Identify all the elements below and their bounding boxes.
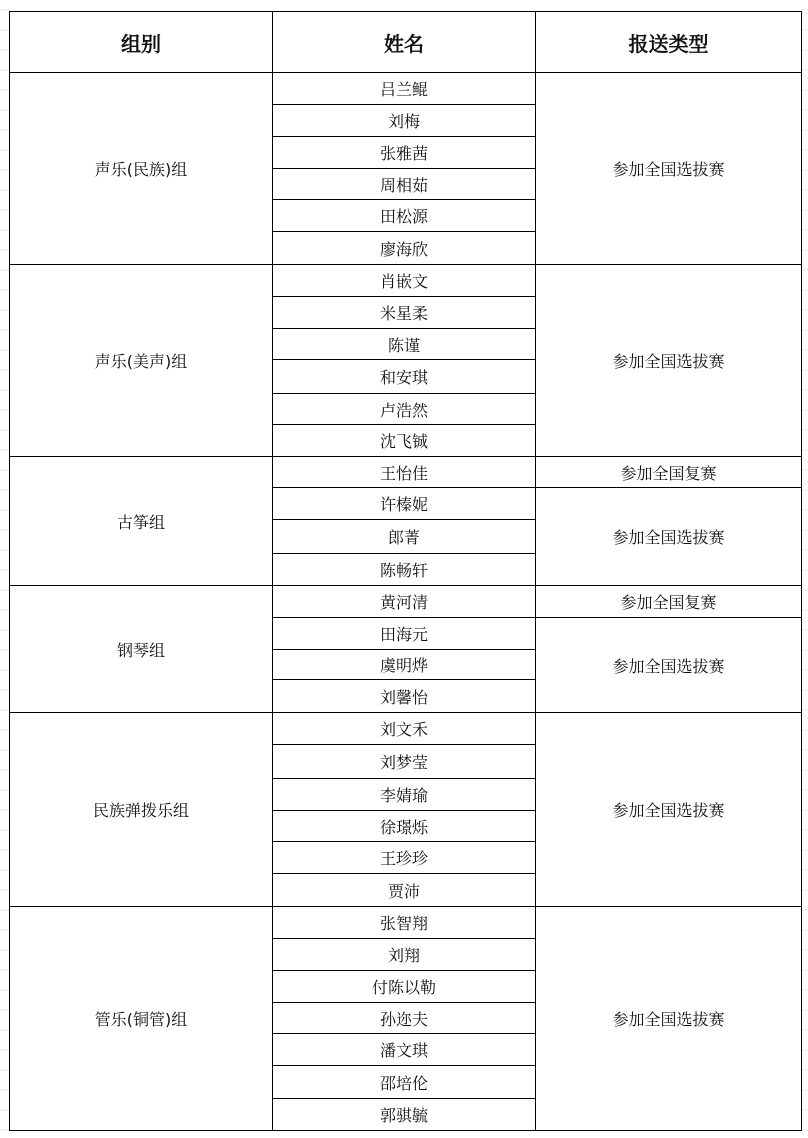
member-name-cell: 刘馨怡 (273, 680, 536, 713)
group-cell: 声乐(美声)组 (10, 265, 273, 457)
member-name-cell: 陈畅轩 (273, 554, 536, 586)
member-name-cell: 刘梦莹 (273, 745, 536, 779)
member-name-cell: 贾沛 (273, 874, 536, 907)
header-row (10, 12, 802, 73)
report-type-cell: 参加全国选拔赛 (536, 907, 802, 1131)
member-name-cell: 吕兰鲲 (273, 73, 536, 105)
table-row (10, 907, 802, 939)
member-name-cell: 王怡佳 (273, 457, 536, 488)
report-type-cell: 参加全国选拔赛 (536, 73, 802, 265)
member-name-cell: 李婧瑜 (273, 779, 536, 811)
group-cell: 声乐(民族)组 (10, 73, 273, 265)
table-row (10, 713, 802, 745)
header-report-type: 报送类型 (536, 12, 802, 73)
member-name-cell: 许榛妮 (273, 488, 536, 520)
member-name-cell: 郭骐毓 (273, 1099, 536, 1131)
member-name-cell: 田海元 (273, 618, 536, 650)
member-name-cell: 肖嵌文 (273, 265, 536, 297)
member-name-cell: 郎菁 (273, 520, 536, 554)
member-name-cell: 付陈以勒 (273, 971, 536, 1003)
member-name-cell: 黄河清 (273, 586, 536, 618)
report-type-cell: 参加全国选拔赛 (536, 618, 802, 713)
group-cell: 钢琴组 (10, 586, 273, 713)
table-row (10, 73, 802, 105)
member-name-cell: 刘翔 (273, 939, 536, 971)
table-row (10, 265, 802, 297)
roster-table (9, 11, 802, 1131)
member-name-cell: 卢浩然 (273, 394, 536, 425)
member-name-cell: 王珍珍 (273, 842, 536, 874)
group-cell: 古筝组 (10, 457, 273, 586)
group-cell: 民族弹拨乐组 (10, 713, 273, 907)
member-name-cell: 米星柔 (273, 297, 536, 329)
member-name-cell: 徐璟烁 (273, 811, 536, 842)
report-type-cell: 参加全国选拔赛 (536, 713, 802, 907)
member-name-cell: 张智翔 (273, 907, 536, 939)
table-row (10, 586, 802, 618)
member-name-cell: 和安琪 (273, 360, 536, 394)
header-name: 姓名 (273, 12, 536, 73)
member-name-cell: 刘梅 (273, 105, 536, 137)
report-type-cell: 参加全国选拔赛 (536, 265, 802, 457)
member-name-cell: 潘文琪 (273, 1034, 536, 1066)
member-name-cell: 孙迩夫 (273, 1003, 536, 1034)
member-name-cell: 邵培伦 (273, 1066, 536, 1099)
header-group: 组别 (10, 12, 273, 73)
report-type-cell: 参加全国复赛 (536, 586, 802, 618)
table-row (10, 457, 802, 488)
report-type-cell: 参加全国选拔赛 (536, 488, 802, 586)
report-type-cell: 参加全国复赛 (536, 457, 802, 488)
member-name-cell: 田松源 (273, 200, 536, 232)
member-name-cell: 周相茹 (273, 169, 536, 200)
group-cell: 管乐(铜管)组 (10, 907, 273, 1131)
member-name-cell: 陈谨 (273, 329, 536, 360)
roster-body (10, 73, 802, 1131)
member-name-cell: 虞明烨 (273, 650, 536, 680)
member-name-cell: 刘文禾 (273, 713, 536, 745)
member-name-cell: 廖海欣 (273, 232, 536, 265)
member-name-cell: 张雅茜 (273, 137, 536, 169)
member-name-cell: 沈飞铖 (273, 425, 536, 457)
